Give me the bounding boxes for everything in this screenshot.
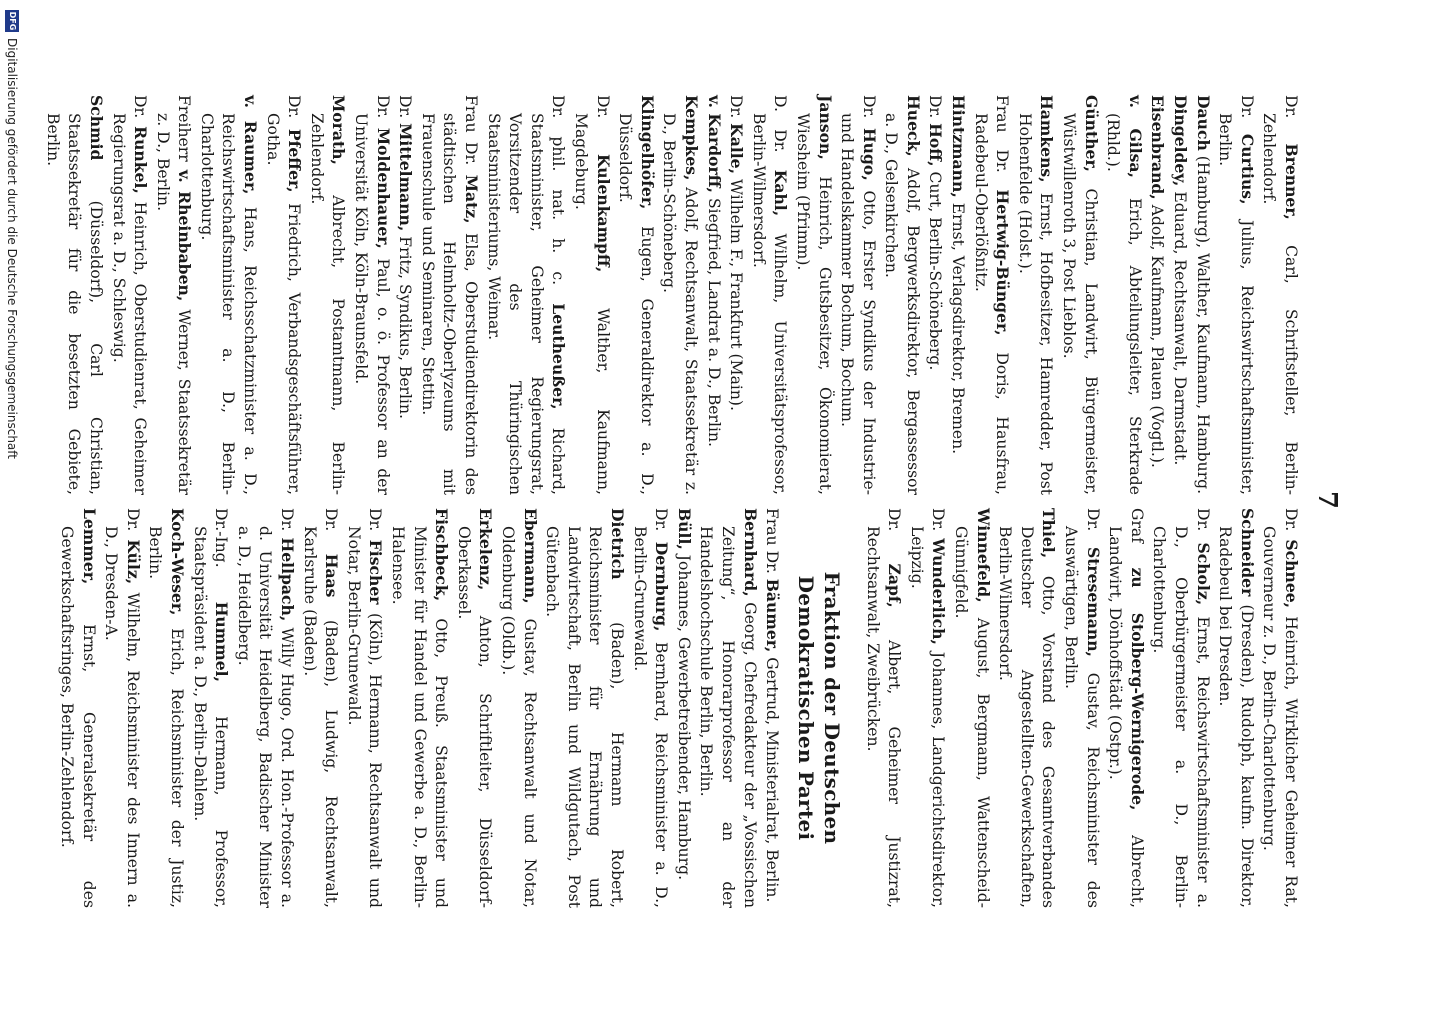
member-entry [1057, 95, 1101, 495]
member-prefix: Frau Dr. [763, 508, 782, 574]
member-details: Bernhard, Reichsminister a. D., Berlin-Grunewald. [630, 526, 671, 908]
member-details: Willy Hugo, Ord. Hon.-Professor a. d. Universität Heidelberg, Badischer Minister a. D., Heidelberg. [234, 526, 297, 908]
member-entry [1214, 95, 1258, 495]
member-name: Hummel, [212, 601, 232, 683]
member-name: Scholz, [1193, 542, 1213, 606]
member-entry [195, 95, 261, 495]
member-details: Heinrich, Oberstudienrat, Geheimer Regierungsrat a. D., Schleswig. [109, 113, 150, 495]
member-name: v. Rheinbaben, [175, 169, 195, 302]
member-entry [482, 95, 569, 495]
member-details: Curt, Berlin-Schöneberg. [926, 171, 945, 371]
member-name: Winnefeld, [973, 508, 993, 603]
member-name: Büll, [674, 508, 694, 550]
member-prefix: Dr. [123, 508, 142, 532]
member-name: Dauch [1193, 95, 1213, 151]
member-details: (Hamburg), Walther, Kaufmann, Hamburg. [1193, 155, 1212, 495]
member-name: Dernburg, [652, 541, 672, 632]
member-details: Eugen, Generaldirektor a. D., Düsseldorf. [616, 113, 656, 495]
member-prefix: Graf [1127, 508, 1146, 543]
member-details: Ernst, Verlagsdirektor, Bremen. [949, 202, 968, 455]
member-prefix: Dr. [859, 95, 878, 119]
member-details: Hermann, Professor, Staatspräsident a. D., Berlin-Dahlem. [190, 526, 231, 908]
member-name: Hoff, [926, 123, 946, 167]
member-details: Adolf, Bergwerksdirektor, Bergassessor a. D., Gelsenkirchen. [882, 113, 922, 495]
member-entry [305, 95, 349, 495]
member-entry [1258, 508, 1302, 908]
member-details: Gertrud, Ministerialrat, Berlin. [763, 657, 782, 903]
member-prefix: Dr. [1282, 508, 1300, 532]
member-prefix: Dr. phil. nat. h. c. [549, 95, 568, 286]
member-name: zu Stolberg-Wernigerode, [1127, 567, 1147, 811]
member-details: Johannes, Gewerbetreibender, Hamburg. [674, 554, 693, 881]
member-name: Klingelhöfer, [637, 95, 657, 210]
member-name: v. Gilsa, [1125, 95, 1145, 178]
member-entry [924, 95, 947, 495]
member-prefix: Dr. [1083, 508, 1102, 532]
member-name: Schnee, [1282, 539, 1301, 609]
member-name: Kempkes, [681, 95, 701, 181]
member-entry [1258, 95, 1302, 495]
member-details: Wilhelm, Reichsminister des Innern a. D., Dresden-A. [102, 526, 142, 908]
member-prefix: Dr.-Ing. [212, 508, 231, 568]
member-name: Hamkens, [1037, 95, 1057, 183]
member-details: Doris, Hausfrau, Radebeul-Oberlößnitz. [971, 113, 1012, 495]
member-name: v. Raumer, [241, 95, 261, 195]
member-entry [1168, 95, 1191, 495]
member-entry [342, 508, 386, 908]
member-entry [861, 508, 905, 908]
member-details: Julius, Reichswirtschaftsminister, Berlin. [1216, 113, 1256, 495]
member-name: Fischer [366, 539, 386, 605]
member-name: Bernhard, [740, 508, 760, 597]
member-details: Werner, Staatssekretär z. D., Berlin. [153, 113, 194, 495]
member-name: Wunderlich, [929, 538, 949, 645]
member-details: Otto, Preuß. Staatsminister und Minister für Handel und Gewerbe a. D., Berlin-Halensee. [389, 526, 451, 908]
member-entry [349, 95, 393, 495]
member-details: Adolf, Kaufmann, Plauen (Vogtl.). [1148, 204, 1167, 468]
member-entry [107, 95, 151, 495]
member-details: Eduard, Rechtsanwalt, Darmstadt. [1171, 191, 1190, 466]
member-name: Dietrich [607, 508, 627, 580]
member-name: Hugo, [859, 127, 879, 181]
member-details: Gustav, Rechtsanwalt und Notar, Oldenburg (Oldb.). [499, 526, 539, 908]
member-entry [880, 95, 924, 495]
right-column [56, 508, 1302, 908]
member-details: Siegfried, Landrat a. D., Berlin. [704, 197, 723, 447]
member-entry [1214, 508, 1258, 908]
member-details: Gustav, Reichsminister des Auswärtigen, Berlin. [1062, 526, 1102, 908]
member-entry [1059, 508, 1103, 908]
member-name: Koch-Weser, [168, 508, 188, 616]
member-prefix: Dr. [727, 95, 746, 119]
member-details: Carl, Schriftsteller, Berlin-Zehlendorf. [1260, 113, 1300, 495]
member-prefix: Dr. [593, 95, 612, 119]
member-name: Matz, [462, 174, 482, 224]
member-entry [232, 508, 298, 908]
member-entry [1191, 95, 1214, 495]
member-prefix: Dr. [652, 508, 671, 532]
member-prefix: Dr. [929, 508, 948, 532]
member-entry [947, 95, 970, 495]
member-entry [56, 508, 100, 908]
member-details: (Dresden), Rudolph, kaufm. Direktor, Radebeul bei Dresden. [1216, 526, 1256, 908]
member-name: Schmid [86, 95, 106, 161]
footer-text: Digitalisierung gefördert durch die Deutsche Forschungsgemeinschaft [5, 38, 19, 460]
member-name: Pfeffer, [285, 128, 305, 193]
member-prefix: Dr. [926, 95, 945, 119]
member-details: Erich, Reichsminister der Justiz, Berlin. [146, 526, 187, 908]
member-name: Curtius, [1237, 133, 1257, 205]
member-entry [969, 95, 1013, 495]
member-name: Külz, [123, 539, 143, 585]
member-details: Albrecht, Postamtmann, Berlin-Zehlendorf. [307, 113, 348, 495]
member-entry [672, 508, 695, 908]
member-details: Paul, o. ö. Professor an der Universität Köln, Köln-Braunsfeld. [352, 113, 392, 495]
member-details: Albrecht, Landwirt, Dönhoffstädt (Ostpr.). [1106, 526, 1146, 908]
member-prefix: Frau Dr. [462, 95, 481, 166]
member-entry [151, 95, 195, 495]
member-entry [695, 508, 761, 908]
member-name: Hellpach, [278, 537, 298, 622]
member-details: (Baden), Ludwig, Rechtsanwalt, Karlsruhe (Baden). [300, 526, 341, 908]
member-details: Otto, Erster Syndikus der Industrie- und Handelskammer Bochum, Bochum. [838, 113, 878, 495]
member-entry [994, 508, 1060, 908]
member-entry [905, 508, 949, 908]
member-entry [1146, 95, 1169, 495]
member-entry [791, 95, 835, 495]
member-prefix: Freiherr [175, 95, 194, 162]
member-entry [569, 95, 613, 495]
member-name: Kulenkampff, [593, 154, 613, 273]
member-details: Otto, Vorstand des Gesamtverbandes Deutscher Angestellten-Gewerkschaften, Berlin-Wilmersdorf. [996, 526, 1058, 908]
member-entry [261, 95, 305, 495]
digitization-footer [5, 0, 19, 1010]
member-name: Lemmer, [79, 508, 99, 585]
dfg-logo-icon: DFG [5, 10, 19, 32]
member-entry [725, 95, 748, 495]
member-name: Dingeldey, [1171, 95, 1191, 187]
right-column-bottom-entries [56, 508, 784, 908]
member-entry [386, 508, 452, 908]
member-prefix: Dr. [278, 508, 297, 532]
member-name: Thiel, [1039, 508, 1059, 559]
member-name: Eisenbrand, [1148, 95, 1168, 200]
member-name: Zapf, [885, 563, 905, 608]
member-details: (Baden), Hermann Robert, Reichsminister für Ernährung und Landwirtschaft, Berlin und Wildgutach, Post Gütenbach. [543, 526, 626, 908]
member-details: Wilhelm, Universitätsprofessor, Berlin-Wilmersdorf. [749, 113, 790, 495]
member-name: Kalle, [727, 123, 747, 175]
member-entry [541, 508, 628, 908]
member-entry [1102, 95, 1146, 495]
member-details: August, Bergmann, Wattenscheid-Günnigfeld. [952, 526, 992, 908]
member-entry [1148, 508, 1214, 908]
member-entry [702, 95, 725, 495]
member-details: Richard, Staatsminister, Geheimer Regierungsrat, Vorsitzender des Thüringischen Staatsministeriums, Weimar. [484, 113, 568, 495]
member-entry [836, 95, 880, 495]
member-details: Wilhelm F., Frankfurt (Main). [727, 179, 746, 411]
member-prefix: Dr. [322, 508, 341, 532]
member-name: Hueck, [903, 95, 923, 157]
member-name: Runkel, [131, 126, 151, 194]
member-prefix: Frau Dr. [993, 95, 1012, 173]
member-prefix: Dr. [131, 95, 150, 119]
member-entry [394, 95, 417, 495]
member-prefix: Dr. [1282, 95, 1300, 119]
member-entry [416, 95, 482, 495]
page-number: 7 [1312, 490, 1342, 510]
member-name: Hertwig-Bünger, [993, 189, 1013, 336]
member-name: Bäumer, [763, 578, 783, 653]
left-column [41, 95, 1302, 495]
member-entry [452, 508, 496, 908]
member-details: Walther, Kaufmann, Magdeburg. [572, 113, 612, 495]
member-name: Leutheußer, [549, 303, 569, 410]
member-prefix: Dr. [373, 95, 392, 119]
member-entry [747, 95, 791, 495]
member-details: Erich, Abteilungsleiter, Sterkrade (Rhld.). [1104, 113, 1144, 495]
member-details: Ernst, Generalsekretär des Gewerkschaftsringes, Berlin-Zehlendorf. [58, 526, 98, 908]
member-details: Heinrich, Gutsbesitzer, Ökonomierat, Wiesheim (Pfrimm). [793, 113, 834, 495]
member-details: Elsa, Oberstudiendirektorin des städtischen Helmholtz-Oberlyzeums mit Frauenschule und Seminaren, Stettin. [418, 113, 481, 495]
member-details: Adolf, Rechtsanwalt, Staatssekretär z. D., Berlin-Schöneberg. [660, 113, 700, 495]
member-prefix: Dr. [285, 95, 304, 119]
member-name: Günther, [1081, 95, 1101, 172]
member-entry [1104, 508, 1148, 908]
member-name: Brenner, [1282, 143, 1301, 220]
right-column-top-entries [861, 508, 1302, 908]
member-name: Schneider [1237, 508, 1257, 597]
member-details: Fritz, Syndikus, Berlin. [396, 236, 415, 419]
member-prefix: Dr. [366, 508, 385, 532]
member-name: Kahl, [771, 169, 791, 217]
member-name: Moldenhauer, [373, 127, 393, 249]
member-name: Ebermann, [520, 508, 540, 604]
member-name: Hintzmann, [949, 95, 969, 198]
member-prefix: Dr. [885, 508, 904, 532]
member-details: Christian, Landwirt, Bürgermeister, Wüstwillenroth 3, Post Lieblos. [1060, 113, 1100, 495]
member-entry [100, 508, 144, 908]
member-entry [188, 508, 232, 908]
member-entry [628, 508, 672, 908]
member-entry [144, 508, 188, 908]
member-details: Anton, Schriftleiter, Düsseldorf-Oberkassel. [454, 526, 495, 908]
member-entry [298, 508, 342, 908]
member-name: Fischbeck, [432, 508, 452, 602]
member-prefix: Dr. [1193, 508, 1212, 532]
member-name: Stresemann, [1083, 546, 1103, 657]
member-details: Johannes, Landgerichtsdirektor, Leipzig. [907, 526, 948, 908]
member-entry [41, 95, 107, 495]
member-entry [1013, 95, 1057, 495]
member-entry [614, 95, 658, 495]
member-details: Ernst, Hofbesitzer, Hamredder, Post Hohenfelde (Holst.). [1015, 113, 1056, 495]
member-entry [496, 508, 540, 908]
member-details: Ernst, Reichswirtschaftsminister a. D., Oberbürgermeister a. D., Berlin-Charlottenburg. [1150, 526, 1212, 908]
member-prefix: Dr. [396, 95, 415, 119]
member-name: v. Kardorff, [704, 95, 724, 193]
member-details: (Düsseldorf), Carl Christian, Staatssekretär für die besetzten Gebiete, Berlin. [43, 113, 105, 495]
member-name: Erkelenz, [476, 508, 496, 591]
member-entry [761, 508, 784, 908]
member-details: Albert, Geheimer Justizrat, Rechtsanwalt, Zweibrücken. [863, 526, 904, 908]
member-details: Hans, Reichsschatzminister a. D., Reichswirtschaftsminister a. D., Berlin-Charlottenburg. [197, 113, 260, 495]
member-details: Heinrich, Wirklicher Geheimer Rat, Gouverneur z. D., Berlin-Charlottenburg. [1260, 526, 1300, 908]
member-name: Haas [322, 553, 342, 598]
member-name: Mittelmann, [396, 123, 416, 232]
member-entry [950, 508, 994, 908]
member-prefix: D. Dr. [771, 95, 790, 153]
member-prefix: Dr. [1237, 95, 1256, 119]
member-details: Friedrich, Verbandsgeschäftsführer, Gotha. [263, 113, 304, 495]
member-details: Georg, Chefredakteur der „Vossischen Zeitung“, Honorarprofessor an der Handelshochschule Berlin, Berlin. [697, 526, 759, 908]
member-name: Janson, [815, 95, 835, 160]
section-heading: Fraktion der Deutschen Demokratischen Partei [794, 571, 845, 845]
member-details: (Köln), Hermann, Rechtsanwalt und Notar, Berlin-Grunewald. [344, 526, 385, 908]
member-name: Morath, [329, 95, 349, 165]
member-entry [658, 95, 702, 495]
